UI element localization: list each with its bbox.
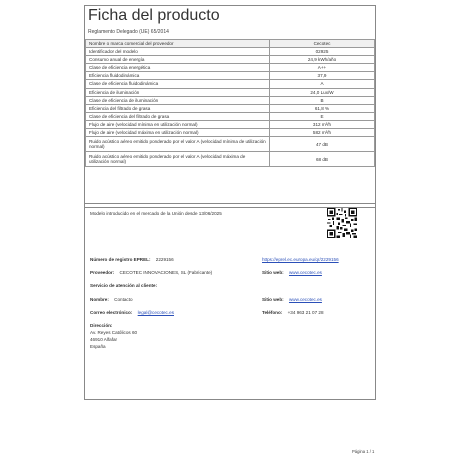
- provider-value: CECOTEC INNOVACIONES, SL (Fabricante): [119, 270, 213, 275]
- email-label: Correo electrónico:: [90, 310, 133, 315]
- eprel-value: 2229156: [155, 257, 174, 262]
- spec-label: Consumo anual de energía: [86, 56, 270, 64]
- spec-row: [86, 129, 375, 137]
- spec-label: Clase de eficiencia energética: [86, 64, 270, 72]
- eprel-label: Número de registro EPREL:: [90, 257, 151, 262]
- qr-code-icon[interactable]: [327, 208, 357, 238]
- name-label: Nombre:: [90, 297, 109, 302]
- spec-value: 02925: [270, 48, 375, 56]
- spec-row: [86, 96, 375, 104]
- spec-value: 47 dB: [270, 137, 375, 152]
- market-intro-text: Modelo introducido en el mercado de la Unión desde 13/06/2025: [90, 211, 222, 216]
- spec-row: [86, 72, 375, 80]
- spec-value: B: [270, 96, 375, 104]
- spec-row: [86, 137, 375, 152]
- spec-row: [86, 120, 375, 128]
- spec-value: 24,0 Lux/W: [270, 88, 375, 96]
- spec-value: 312 m³/h: [270, 120, 375, 128]
- phone-row: [262, 310, 324, 315]
- spec-row: [86, 80, 375, 88]
- spec-row: [86, 88, 375, 96]
- spec-row: [86, 104, 375, 112]
- provider-website-row: [262, 270, 322, 275]
- address-line-1: Av. Reyes Católicos 60: [90, 330, 138, 335]
- spec-label: Identificador del modelo: [86, 48, 270, 56]
- spec-label: Eficiencia del filtrado de grasa: [86, 104, 270, 112]
- phone-label: Teléfono:: [262, 310, 283, 315]
- spec-value: 61,8 %: [270, 104, 375, 112]
- address-line-3: España: [90, 344, 106, 349]
- service-website-row: [262, 297, 322, 302]
- email-link[interactable]: legal@cecotec.es: [137, 310, 174, 315]
- email-row: [90, 310, 174, 315]
- spec-value: E: [270, 112, 375, 120]
- contact-name-row: [90, 297, 133, 302]
- service-website-link[interactable]: www.cecotec.es: [288, 297, 322, 302]
- spec-value: A++: [270, 64, 375, 72]
- name-value: Contacto: [114, 297, 133, 302]
- spec-label: Nombre o marca comercial del proveedor: [86, 40, 270, 48]
- spec-row: [86, 64, 375, 72]
- spec-row: [86, 40, 375, 48]
- spec-label: Clase de eficiencia fluidodinámica: [86, 80, 270, 88]
- spec-row: [86, 48, 375, 56]
- page-title: Ficha del producto: [88, 7, 220, 24]
- spec-row: [86, 56, 375, 64]
- provider-website-link[interactable]: www.cecotec.es: [288, 270, 322, 275]
- website-label: Sitio web:: [262, 270, 284, 275]
- spec-label: Flujo de aire (velocidad máxima en utilización normal): [86, 129, 270, 137]
- spec-value: A: [270, 80, 375, 88]
- provider-row: [90, 270, 212, 275]
- spec-row: [86, 152, 375, 167]
- provider-label: Proveedor:: [90, 270, 115, 275]
- page-number: Página 1 / 1: [352, 449, 375, 454]
- eprel-row: [90, 257, 174, 262]
- eprel-link[interactable]: https://eprel.ec.europa.eu/qr/2229156: [262, 257, 339, 262]
- spec-label: Ruido acústico aéreo emitido ponderado por el valor A (velocidad máxima de utilización normal): [86, 152, 270, 167]
- spec-table: [85, 39, 375, 167]
- regulation-subtitle: Reglamento Delegado (UE) 65/2014: [88, 29, 169, 35]
- spec-value: 24,9 kWh/año: [270, 56, 375, 64]
- phone-value: +34 963 21 07 28: [287, 310, 324, 315]
- spec-label: Flujo de aire (velocidad mínima en utilización normal): [86, 120, 270, 128]
- spec-row: [86, 112, 375, 120]
- spec-label: Eficiencia de iluminación: [86, 88, 270, 96]
- spec-value: 582 m³/h: [270, 129, 375, 137]
- spec-label: Clase de eficiencia del filtrado de grasa: [86, 112, 270, 120]
- address-label: Dirección:: [90, 323, 113, 328]
- spec-value: Cecotec: [270, 40, 375, 48]
- address-line-2: 46910 Alfafar: [90, 337, 118, 342]
- spec-value: 37,9: [270, 72, 375, 80]
- service-heading: Servicio de atención al cliente:: [90, 283, 158, 288]
- spec-label: Eficiencia fluidodinámica: [86, 72, 270, 80]
- spec-label: Ruido acústico aéreo emitido ponderado por el valor A (velocidad mínima de utilización normal): [86, 137, 270, 152]
- spec-label: Clase de eficiencia de iluminación: [86, 96, 270, 104]
- spec-value: 68 dB: [270, 152, 375, 167]
- service-website-label: Sitio web:: [262, 297, 284, 302]
